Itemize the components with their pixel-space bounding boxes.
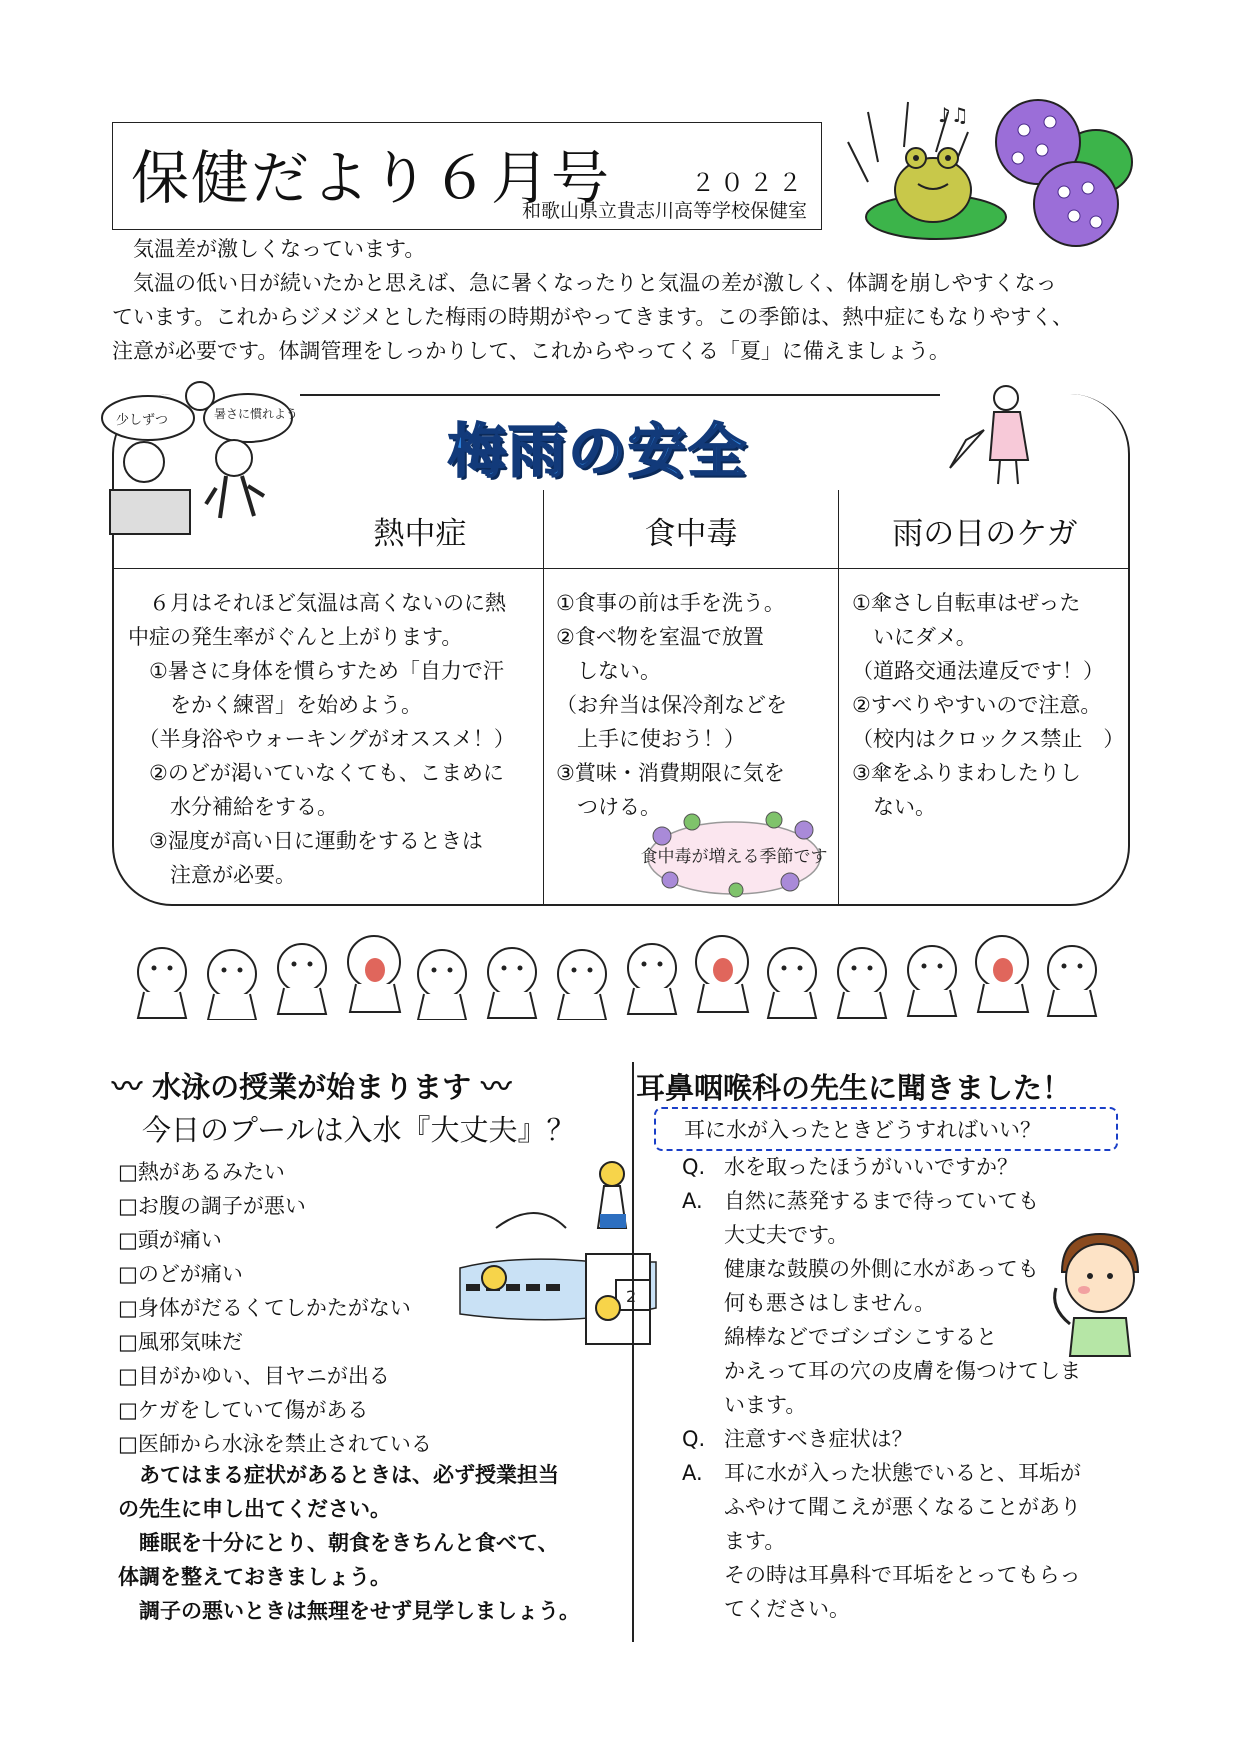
checklist-item: □身体がだるくてしかたがない <box>118 1296 411 1320</box>
food-poisoning-line: ②食べ物を室温で放置 <box>556 625 764 649</box>
intro-lead: 気温差が激しくなっています。 <box>133 237 426 261</box>
bubble-text-1: 少しずつ <box>116 413 169 428</box>
checklist-item: □熱があるみたい <box>118 1160 285 1184</box>
question-1: 水を取ったほうがいいですか？ <box>724 1155 1018 1179</box>
heatstroke-heading: 熱中症 <box>373 516 467 552</box>
rain-injury-heading: 雨の日のケガ <box>892 516 1078 552</box>
pool-illustration <box>456 1158 696 1348</box>
rain-injury-body <box>852 586 1128 824</box>
q-mark: Q. <box>682 1427 706 1451</box>
svg-text:♪♫: ♪♫ <box>938 103 969 127</box>
intro-text <box>112 232 1134 368</box>
rainy-top-line <box>300 394 940 396</box>
school-name: 和歌山県立貴志川高等学校保健室 <box>521 200 807 222</box>
answer-1-line: かえって耳の穴の皮膚を傷つけてしま <box>724 1359 1081 1383</box>
frog-hydrangea-illustration <box>838 92 1138 252</box>
symptom-checklist <box>118 1155 432 1461</box>
intro-line: ています。これからジメジメとした梅雨の時期がやってきます。この季節は、熱中症にもなりやすく、 <box>112 305 1073 329</box>
swim-note-line: の先生に申し出てください。 <box>118 1497 391 1521</box>
swim-heading <box>112 1062 511 1106</box>
answer-1-line: 綿棒などでゴシゴシこすると <box>724 1325 997 1349</box>
badge-text: 食中毒が増える季節です <box>640 847 828 867</box>
food-poisoning-badge <box>640 800 828 900</box>
swim-note-line: 体調を整えておきましょう。 <box>118 1565 391 1589</box>
intro-line: 注意が必要です。体調管理をしっかりして、これからやってくる「夏」に備えましょう。 <box>112 339 950 363</box>
answer-1-line: 自然に蒸発するまで待っていても <box>724 1189 1039 1213</box>
food-poisoning-line: つける。 <box>556 795 661 819</box>
answer-2-line: ます。 <box>724 1529 786 1553</box>
heatstroke-body <box>128 586 542 892</box>
heatstroke-line: をかく練習」を始めよう。 <box>128 693 422 717</box>
heatstroke-line: ②のどが渇いていなくても、こまめに <box>128 761 504 785</box>
issue-year: ２０２２ <box>691 169 807 197</box>
boy-ear-illustration <box>1044 1228 1154 1358</box>
lane-number: 2 <box>626 1287 637 1306</box>
rain-injury-line: （道路交通法違反です！） <box>852 659 1104 683</box>
answer-1-line: 健康な鼓膜の外側に水があっても <box>724 1257 1039 1281</box>
answer-2-line: その時は耳鼻科で耳垢をとってもらっ <box>724 1563 1081 1587</box>
heatstroke-line: 注意が必要。 <box>128 863 296 887</box>
heatstroke-line: 水分補給をする。 <box>128 795 338 819</box>
ent-qa <box>682 1150 1081 1626</box>
swim-note-line: 睡眠を十分にとり、朝食をきちんと食べて、 <box>118 1531 559 1555</box>
swim-note-line: 調子の悪いときは無理をせず見学しましょう。 <box>118 1599 580 1623</box>
heatstroke-line: 中症の発生率がぐんと上がります。 <box>128 625 463 649</box>
heatstroke-line: ③湿度が高い日に運動をするときは <box>128 829 483 853</box>
answer-2-line: てください。 <box>724 1597 850 1621</box>
rain-injury-line: （校内はクロックス禁止 ） <box>852 727 1125 751</box>
rain-injury-line: ない。 <box>852 795 936 819</box>
food-poisoning-line: 上手に使おう！） <box>556 727 745 751</box>
heatstroke-line: （半身浴やウォーキングがオススメ！） <box>128 727 515 751</box>
swim-note-line: あてはまる症状があるときは、必ず授業担当 <box>118 1463 559 1487</box>
swim-notes <box>118 1458 623 1628</box>
page-title: 保健だより６月号 <box>131 144 612 212</box>
food-poisoning-line: （お弁当は保冷剤などを <box>556 693 787 717</box>
checklist-item: □ケガをしていて傷がある <box>118 1398 369 1422</box>
girl-umbrella-illustration <box>944 380 1054 490</box>
ent-heading: 耳鼻咽喉科の先生に聞きました！ <box>636 1071 1072 1105</box>
swim-heading-text: 水泳の授業が始まります <box>152 1070 472 1104</box>
a-mark: A. <box>682 1189 703 1213</box>
heatstroke-line: ６月はそれほど気温は高くないのに熱 <box>128 591 506 615</box>
answer-1-line: 何も悪さはしません。 <box>724 1291 936 1315</box>
wave-icon: 〰 <box>481 1070 512 1105</box>
rain-injury-line: ①傘さし自転車はぜった <box>852 591 1081 615</box>
answer-2-line: ふやけて聞こえが悪くなることがあり <box>724 1495 1081 1519</box>
checklist-item: □頭が痛い <box>118 1228 222 1252</box>
food-poisoning-line: しない。 <box>556 659 661 683</box>
question-2: 注意すべき症状は？ <box>724 1427 913 1451</box>
answer-1-line: います。 <box>724 1393 807 1417</box>
rain-injury-line: ③傘をふりまわしたりし <box>852 761 1081 785</box>
bubble-text-2: 暑さに慣れよう <box>214 407 298 421</box>
food-poisoning-line: ③賞味・消費期限に気を <box>556 761 785 785</box>
wave-icon: 〰 <box>112 1070 142 1105</box>
title-box <box>112 122 822 230</box>
a-mark: A. <box>682 1461 703 1485</box>
heat-acclimation-illustration <box>88 378 298 548</box>
food-poisoning-body <box>556 586 836 824</box>
section-divider <box>632 1062 634 1642</box>
intro-line: 気温の低い日が続いたかと思えば、急に暑くなったりと気温の差が激しく、体調を崩しやすくなっ <box>133 271 1057 295</box>
food-poisoning-heading: 食中毒 <box>644 516 738 552</box>
column-divider <box>543 490 544 906</box>
checklist-item: □医師から水泳を禁止されている <box>118 1432 432 1456</box>
checklist-item: □風邪気味だ <box>118 1330 243 1354</box>
rain-injury-line: ②すべりやすいので注意。 <box>852 693 1102 717</box>
column-divider <box>838 490 839 906</box>
rainy-safety-title: 梅雨の安全 <box>448 417 749 485</box>
checklist-item: □目がかゆい、目ヤニが出る <box>118 1364 390 1388</box>
checklist-item: □のどが痛い <box>118 1262 243 1286</box>
rain-injury-line: いにダメ。 <box>852 625 977 649</box>
q-mark: Q. <box>682 1155 706 1179</box>
table-header-line <box>112 568 1130 569</box>
heatstroke-line: ①暑さに身体を慣らすため「自力で汗 <box>128 659 504 683</box>
food-poisoning-line: ①食事の前は手を洗う。 <box>556 591 785 615</box>
swim-subheading: 今日のプールは入水『大丈夫』？ <box>142 1113 576 1147</box>
answer-1-line: 大丈夫です。 <box>724 1223 849 1247</box>
answer-2-line: 耳に水が入った状態でいると、耳垢が <box>724 1461 1081 1485</box>
teru-teru-bozu-row <box>132 930 1122 1020</box>
ent-question-text: 耳に水が入ったときどうすればいい？ <box>684 1118 1041 1142</box>
checklist-item: □お腹の調子が悪い <box>118 1194 306 1218</box>
